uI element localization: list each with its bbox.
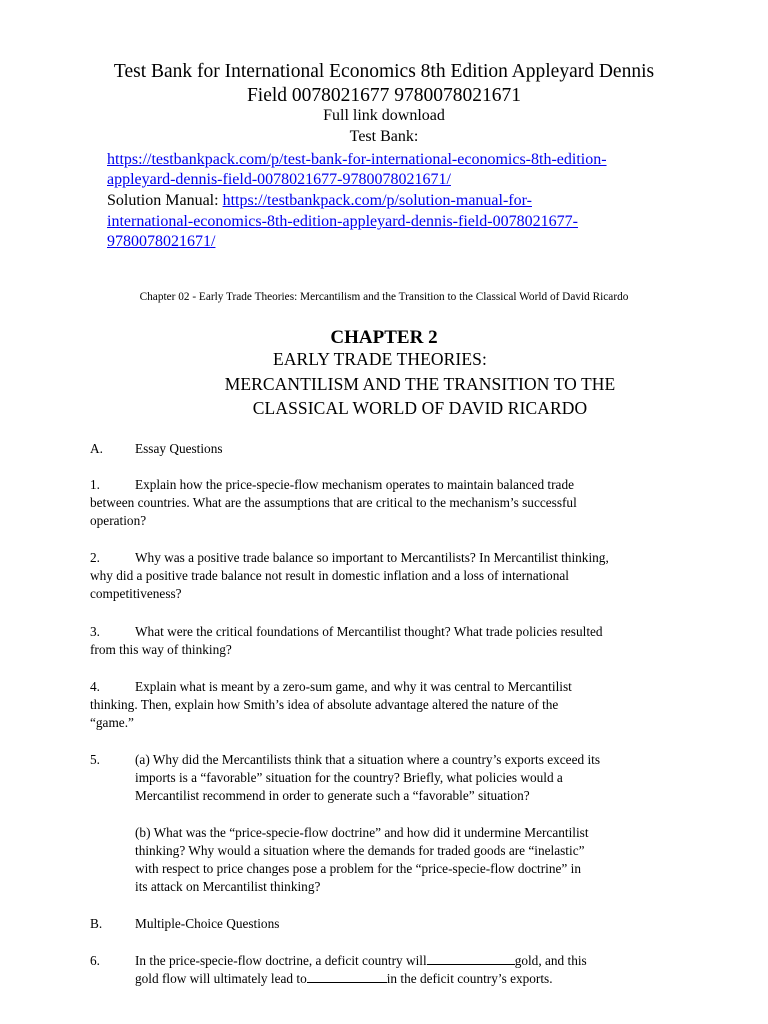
solution-manual-link-continued[interactable]: international-economics-8th-edition-appleyard-dennis-field-0078021677-: [107, 213, 578, 230]
question-text-line: between countries. What are the assumptions that are critical to the mechanism’s successful: [90, 495, 577, 510]
question-text-line: “game.”: [90, 715, 134, 730]
chapter-title-line-3: CLASSICAL WORLD OF DAVID RICARDO: [252, 398, 588, 418]
question-text-line: its attack on Mercantilist thinking?: [135, 879, 321, 894]
solution-manual-line-3[interactable]: [107, 232, 215, 252]
question-text-line: (a) Why did the Mercantilists think that a situation where a country’s exports exceed its: [135, 752, 601, 767]
test-bank-link-line-1[interactable]: [107, 150, 607, 170]
question-text-line: with respect to price changes pose a problem for the “price-specie-flow doctrine” in: [135, 861, 581, 876]
question-text-line: from this way of thinking?: [90, 642, 232, 657]
question-5-part-a: [135, 751, 690, 805]
question-text-line: gold flow will ultimately lead to in the deficit country’s exports.: [135, 971, 553, 986]
section-heading-multiple-choice: [90, 915, 690, 933]
answer-blank: [307, 970, 387, 983]
full-link-label: Full link download: [323, 107, 445, 124]
question-2: [90, 549, 690, 603]
solution-manual-link[interactable]: https://testbankpack.com/p/solution-manual-for-: [222, 192, 532, 209]
running-header: Chapter 02 - Early Trade Theories: Mercantilism and the Transition to the Classical World of David Ricardo: [139, 291, 629, 303]
question-text-line: competitiveness?: [90, 586, 182, 601]
question-3: [90, 623, 690, 659]
question-text-line: In the price-specie-flow doctrine, a deficit country will gold, and this: [135, 953, 587, 968]
answer-blank: [427, 952, 515, 965]
document-title-line-2: Field 0078021677 9780078021671: [246, 85, 522, 106]
section-mark: A.: [90, 441, 103, 456]
chapter-title-line-2: MERCANTILISM AND THE TRANSITION TO THE: [224, 374, 616, 394]
test-bank-link-continued[interactable]: appleyard-dennis-field-0078021677-9780078021671/: [107, 171, 451, 188]
question-number: 2.: [90, 550, 100, 565]
solution-manual-line-1: [107, 191, 532, 211]
solution-manual-line-2[interactable]: [107, 212, 578, 232]
question-text-line: Explain how the price-specie-flow mechanism operates to maintain balanced trade: [135, 477, 574, 492]
chapter-title-line-1: EARLY TRADE THEORIES:: [273, 349, 487, 369]
question-5-part-b-row: [90, 824, 690, 896]
question-text-line: Why was a positive trade balance so important to Mercantilists? In Mercantilist thinking,: [135, 550, 609, 565]
document-title-line-1: Test Bank for International Economics 8th Edition Appleyard Dennis: [113, 61, 655, 82]
question-text-line: thinking? Why would a situation where the demands for traded goods are “inelastic”: [135, 843, 585, 858]
question-text-line: Mercantilist recommend in order to generate such a “favorable” situation?: [135, 788, 530, 803]
section-title: Essay Questions: [135, 441, 223, 456]
question-text-line: What were the critical foundations of Mercantilist thought? What trade policies resulted: [135, 624, 603, 639]
question-number: 6.: [90, 953, 100, 968]
question-text-line: Explain what is meant by a zero-sum game, and why it was central to Mercantilist: [135, 679, 572, 694]
question-text-line: (b) What was the “price-specie-flow doctrine” and how did it undermine Mercantilist: [135, 825, 589, 840]
question-number: 5.: [90, 752, 100, 767]
chapter-number: CHAPTER 2: [330, 327, 438, 348]
test-bank-link-line-2[interactable]: [107, 170, 451, 190]
section-mark: B.: [90, 916, 103, 931]
question-5: [90, 751, 690, 805]
question-text-line: thinking. Then, explain how Smith’s idea of absolute advantage altered the nature of the: [90, 697, 559, 712]
section-heading-essay: [90, 440, 690, 458]
question-number: 1.: [90, 477, 100, 492]
question-text-line: why did a positive trade balance not result in domestic inflation and a loss of international: [90, 568, 569, 583]
section-title: Multiple-Choice Questions: [135, 916, 280, 931]
question-number: 3.: [90, 624, 100, 639]
solution-manual-label: Solution Manual:: [107, 192, 223, 209]
solution-manual-link-end[interactable]: 9780078021671/: [107, 233, 216, 250]
test-bank-label: Test Bank:: [349, 128, 419, 145]
question-1: [90, 476, 690, 530]
question-text-line: imports is a “favorable” situation for the country? Briefly, what policies would a: [135, 770, 563, 785]
question-4: [90, 678, 690, 732]
question-number: 4.: [90, 679, 100, 694]
question-6: [90, 952, 690, 988]
question-5-part-b: [135, 824, 690, 896]
question-text-line: operation?: [90, 513, 147, 528]
test-bank-link[interactable]: https://testbankpack.com/p/test-bank-for-international-economics-8th-edition-: [107, 151, 607, 168]
